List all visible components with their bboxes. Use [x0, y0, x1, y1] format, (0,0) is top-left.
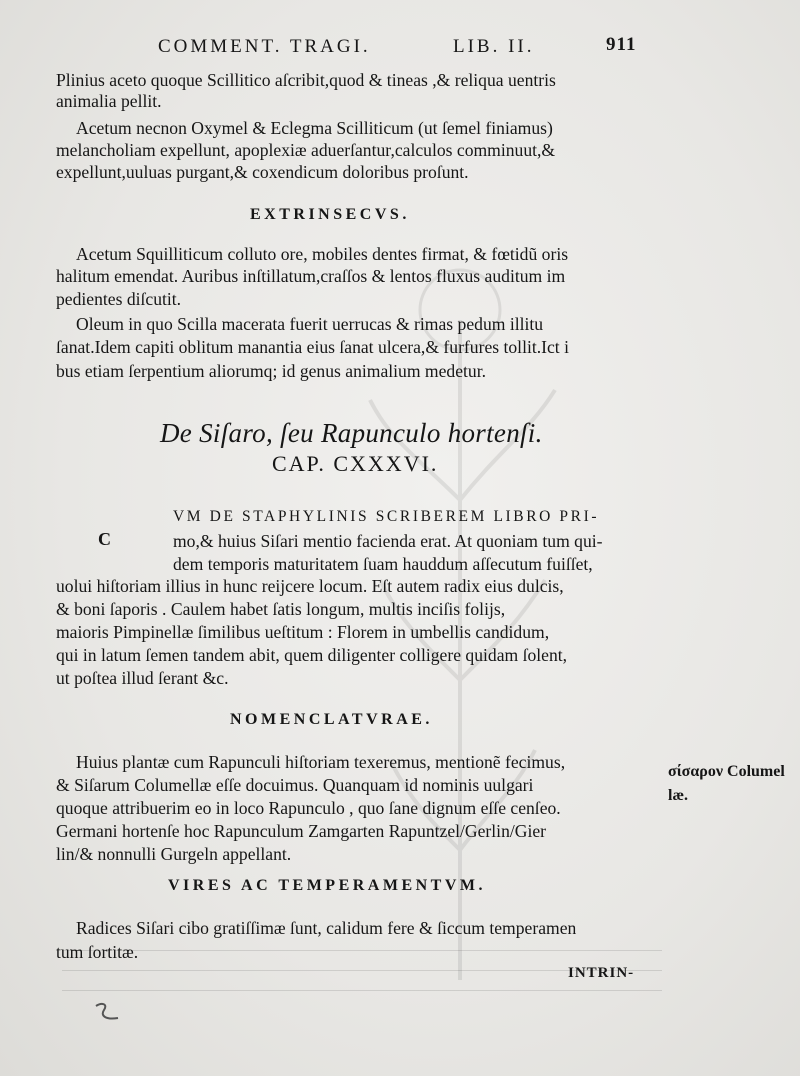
chapter-number: CAP. CXXXVI.: [272, 451, 439, 476]
text-line: animalia pellit.: [56, 91, 162, 111]
margin-note-line: læ.: [668, 787, 688, 804]
text-line: pedientes diſcutit.: [56, 289, 182, 309]
text-line: ſanat.Idem capiti oblitum manantia eius ſanat ulcera,& furfures tollit.Ict i: [56, 337, 569, 357]
text-line: Radices Siſari cibo gratiſſimæ ſunt, calidum fere & ſiccum temperamen: [76, 918, 577, 938]
page-number: 911: [606, 34, 637, 55]
text-line: tum ſortitæ.: [56, 942, 139, 962]
text-line: halitum emendat. Auribus inſtillatum,craſſos & lentos fluxus auditum im: [56, 266, 566, 286]
text-line: melancholiam expellunt, apoplexiæ aduerſantur,calculos comminuut,&: [56, 140, 556, 160]
text-line: expellunt,uuluas purgant,& coxendicum doloribus proſunt.: [56, 162, 469, 182]
running-header: [158, 32, 740, 62]
text-line: bus etiam ſerpentium aliorumq; id genus animalium medetur.: [56, 361, 486, 381]
text-line: Acetum Squilliticum colluto ore, mobiles dentes firmat, & fœtidũ oris: [76, 244, 569, 264]
chapter-first-line: VM DE STAPHYLINIS SCRIBEREM LIBRO PRI-: [173, 508, 600, 525]
text-line: & Siſarum Columellæ eſſe docuimus. Quanquam id nominis uulgari: [56, 775, 534, 795]
section-heading-nomenclaturae: NOMENCLATVRAE.: [230, 711, 433, 728]
ink-mark: [92, 1000, 122, 1024]
text-line: dem temporis maturitatem ſuam hauddum aſſecutum fuiſſet,: [173, 554, 593, 574]
book-number: LIB. II.: [453, 36, 535, 57]
text-line: Plinius aceto quoque Scillitico aſcribit,quod & tineas ,& reliqua uentris: [56, 70, 556, 90]
text-line: & boni ſaporis . Caulem habet ſatis longum, multis inciſis folijs,: [56, 599, 506, 619]
drop-initial: C: [98, 529, 111, 549]
text-line: Huius plantæ cum Rapunculi hiſtoriam texeremus, mentionẽ fecimus,: [76, 752, 566, 772]
text-line: maioris Pimpinellæ ſimilibus ueſtitum : Florem in umbellis candidum,: [56, 622, 550, 642]
section-heading-vires: VIRES AC TEMPERAMENTVM.: [168, 877, 486, 894]
text-line: ut poſtea illud ſerant &c.: [56, 668, 229, 688]
text-line: Acetum necnon Oxymel & Eclegma Scilliticum (ut ſemel finiamus): [76, 118, 553, 138]
text-line: Oleum in quo Scilla macerata fuerit uerrucas & rimas pedum illitu: [76, 314, 544, 334]
catchword: INTRIN-: [568, 965, 635, 981]
text-line: mo,& huius Siſari mentio facienda erat. At quoniam tum qui-: [173, 531, 603, 551]
text-line: Germani hortenſe hoc Rapunculum Zamgarten Rapuntzel/Gerlin/Gier: [56, 821, 547, 841]
text-line: uolui hiſtoriam illius in hunc reijcere locum. Eſt autem radix eius dulcis,: [56, 576, 564, 596]
text-line: quoque attribuerim eo in loco Rapunculo , quo ſane dignum eſſe cenſeo.: [56, 798, 561, 818]
margin-note-line: σίσαρον Columel: [668, 763, 785, 780]
margin-note: [668, 760, 793, 808]
chapter-title: De Siſaro, ſeu Rapunculo hortenſi.: [160, 418, 543, 448]
text-line: qui in latum ſemen tandem abit, quem diligenter colligere quidam ſolent,: [56, 645, 568, 665]
section-heading-extrinsecus: EXTRINSECVS.: [250, 206, 410, 223]
running-title: COMMENT. TRAGI.: [158, 36, 371, 57]
text-line: lin/& nonnulli Gurgeln appellant.: [56, 844, 292, 864]
